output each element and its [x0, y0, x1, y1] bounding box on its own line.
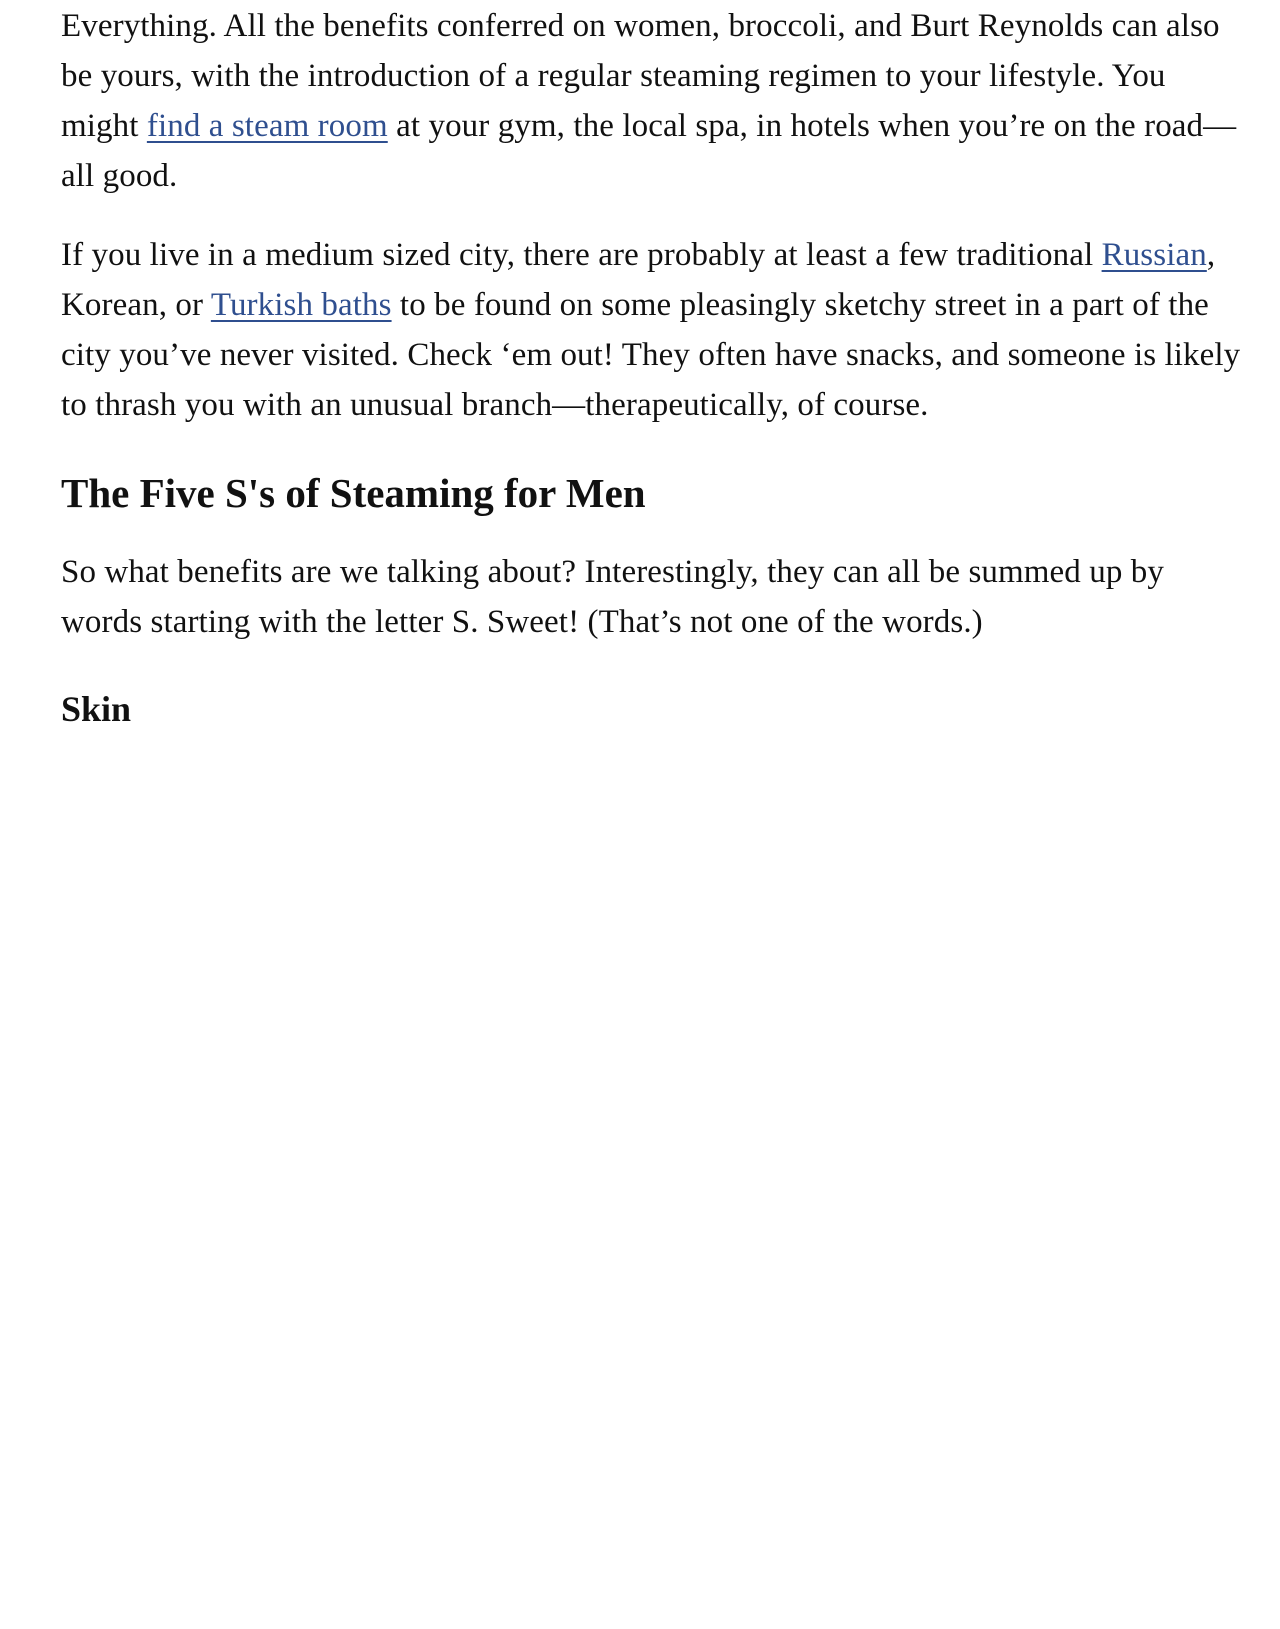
sub-heading-skin: Skin	[61, 689, 132, 729]
section-heading-five-s: The Five S's of Steaming for Men	[61, 470, 646, 516]
paragraph-steam-benefits	[61, 1, 1241, 201]
find-steam-room-link[interactable]: find a steam room	[146, 108, 388, 144]
paragraph-text: , Korean, or	[61, 237, 1216, 323]
paragraph-text: Everything. All the benefits conferred on women, broccoli, and Burt Reynolds can also be yours, with the introduction of a regular steaming regimen to your lifestyle. You might	[61, 8, 1220, 144]
paragraph-benefits-intro: So what benefits are we talking about? Interestingly, they can all be summed up by words starting with the letter S. Sweet! (That’s not one of the words.)	[61, 554, 1164, 640]
paragraph-text: to be found on some pleasingly sketchy street in a part of the city you’ve never visited. Check ‘em out! They often have snacks, and someone is likely to thrash you with an unusual branch—therapeutically, of course.	[61, 287, 1241, 423]
russian-baths-link[interactable]: Russian	[1101, 237, 1207, 273]
paragraph-text: If you live in a medium sized city, there are probably at least a few traditional	[61, 237, 1102, 273]
paragraph-text: at your gym, the local spa, in hotels when you’re on the road—all good.	[61, 108, 1237, 194]
turkish-baths-link[interactable]: Turkish baths	[210, 287, 392, 323]
article-body	[61, 0, 1241, 733]
paragraph-traditional-baths	[61, 230, 1241, 430]
